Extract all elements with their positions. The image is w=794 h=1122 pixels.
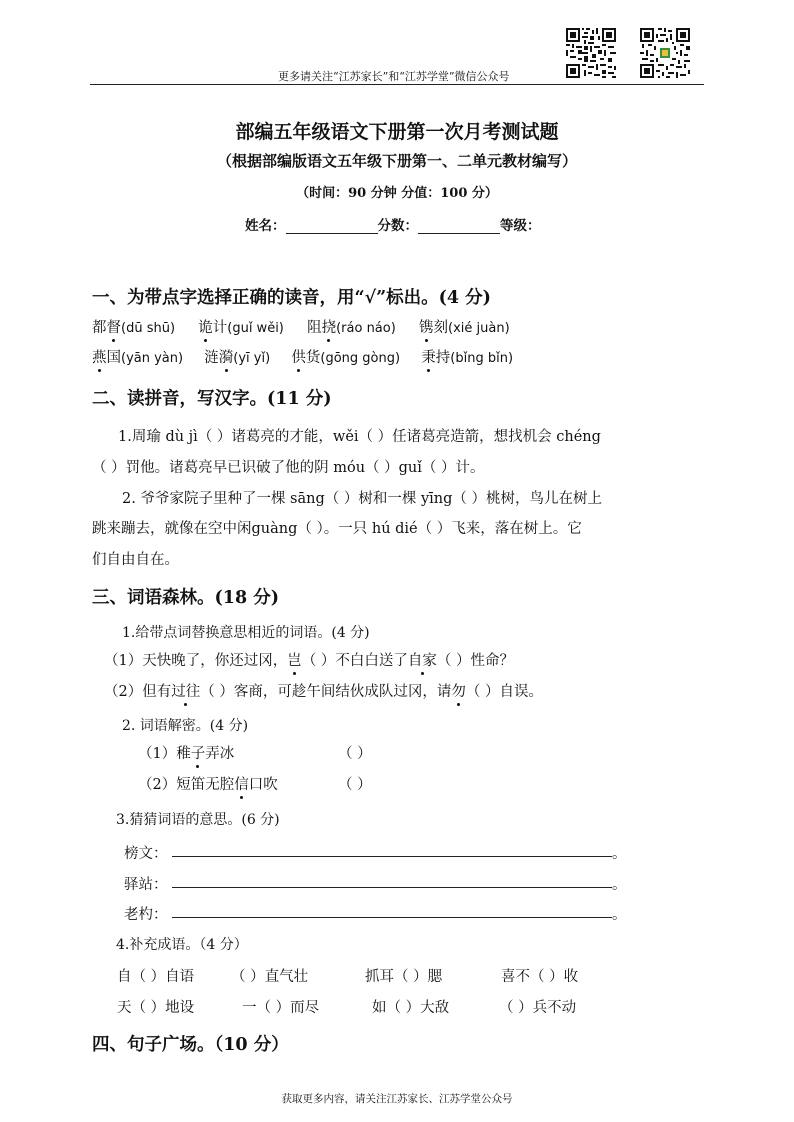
section-2-heading: 二、读拼音，写汉字。(11 分) xyxy=(92,389,332,409)
idiom-5[interactable]: 天（ ）地设 xyxy=(117,1000,195,1016)
qr-code-jiangsu-xuetang xyxy=(640,28,690,78)
s3-q3-end-3: 。 xyxy=(612,907,627,923)
dotted-word: 勿 xyxy=(451,680,466,701)
idiom-1[interactable]: 自（ ）自语 xyxy=(117,969,195,985)
s3-q3-answer-line-2[interactable] xyxy=(172,887,612,888)
s1-row-1: 都督(dū shū) 诡计(guǐ wěi) 阻挠(ráo náo) 镌刻(xié juàn) xyxy=(92,316,510,337)
pinyin-options[interactable]: (gōng gòng) xyxy=(320,351,401,366)
idiom-8[interactable]: （ ）兵不动 xyxy=(499,1000,577,1016)
dotted-word: 岂 xyxy=(287,649,302,670)
idiom-6[interactable]: 一（ ）而尽 xyxy=(242,1000,320,1016)
idiom-3[interactable]: 抓耳（ ）腮 xyxy=(365,969,443,985)
s3-q3-end-1: 。 xyxy=(612,846,627,862)
dotted-char: 燕 xyxy=(92,346,107,367)
dotted-char: 镌 xyxy=(419,316,434,337)
header-notice: 更多请关注“江苏家长”和“江苏学堂”微信公众号 xyxy=(278,70,510,83)
pinyin-options[interactable]: (guǐ wěi) xyxy=(227,321,284,336)
header-divider xyxy=(90,84,704,85)
qr-code-jiangsu-jiazhang xyxy=(566,28,616,78)
s3-q1-line-1: （1）天快晚了，你还过冈，岂（ ）不白白送了自家（ ）性命？ xyxy=(104,649,514,670)
dotted-word: 过往 xyxy=(171,680,200,701)
s3-q3-label-3: 老杓： xyxy=(124,907,168,923)
s2-line-5: 们自由自在。 xyxy=(92,552,179,568)
s3-q3-answer-line-3[interactable] xyxy=(172,917,612,918)
s2-line-2: （ ）罚他。诸葛亮早已识破了他的阴 móu（ ）guǐ（ ）计。 xyxy=(92,460,485,476)
s3-q1-line-2: （2）但有过往（ ）客商，可趁午间结伙成队过冈，请勿（ ）自误。 xyxy=(104,680,543,701)
dotted-char: 供 xyxy=(291,346,306,367)
s2-line-3: 2. 爷爷家院子里种了一棵 sāng（ ）树和一棵 yīng（ ）桃树，鸟儿在树上 xyxy=(122,491,603,507)
exam-time-score: （时间：90 分钟 分值：100 分） xyxy=(296,186,498,201)
pinyin-options[interactable]: (bǐng bǐn) xyxy=(450,351,514,366)
section-4-heading: 四、句子广场。（10 分） xyxy=(92,1035,289,1055)
s3-q3-label-2: 驿站： xyxy=(124,877,168,893)
s3-q3-label-1: 榜文： xyxy=(124,846,168,862)
score-blank[interactable] xyxy=(418,233,500,234)
dotted-word: 自家 xyxy=(408,649,437,670)
s2-line-4: 跳来蹦去，就像在空中闲guàng（ ）。一只 hú dié（ ）飞来，落在树上。它 xyxy=(92,521,582,537)
dotted-char: 督 xyxy=(107,316,122,337)
dotted-char: 秉 xyxy=(421,346,436,367)
pinyin-options[interactable]: (yī yǐ) xyxy=(233,351,271,366)
s3-q2-line-1: （1）稚子弄冰 xyxy=(138,742,234,763)
s2-line-1: 1.周瑜 dù jì（ ）诸葛亮的才能，wěi（ ）任诸葛亮造箭，想找机会 chéng xyxy=(118,429,601,445)
s3-q3-end-2: 。 xyxy=(612,877,627,893)
s3-q1-prompt: 1.给带点词替换意思相近的词语。(4 分) xyxy=(122,625,370,641)
name-blank[interactable] xyxy=(286,233,378,234)
s3-q3-answer-line-1[interactable] xyxy=(172,856,612,857)
grade-label: 等级： xyxy=(500,218,541,234)
s3-q2-line-2: （2）短笛无腔信口吹 xyxy=(138,773,278,794)
dotted-char: 诡 xyxy=(198,316,213,337)
s3-q2-answer-1[interactable]: （ ） xyxy=(338,746,372,762)
dotted-char: 子 xyxy=(191,742,206,763)
pinyin-options[interactable]: (xié juàn) xyxy=(448,321,510,336)
idiom-7[interactable]: 如（ ）大敌 xyxy=(372,1000,450,1016)
dotted-char: 挠 xyxy=(322,316,337,337)
s3-q2-prompt: 2. 词语解密。(4 分) xyxy=(122,718,249,734)
s3-q3-prompt: 3.猜猜词语的意思。(6 分) xyxy=(116,812,280,828)
exam-title: 部编五年级语文下册第一次月考测试题 xyxy=(235,121,559,143)
idiom-2[interactable]: （ ）直气壮 xyxy=(231,969,309,985)
dotted-char: 漪 xyxy=(219,346,234,367)
student-info xyxy=(245,214,541,234)
pinyin-options[interactable]: (yān yàn) xyxy=(121,351,184,366)
s1-row-2: 燕国(yān yàn) 涟漪(yī yǐ) 供货(gōng gòng) 秉持(bǐng bǐn) xyxy=(92,346,513,367)
pinyin-options[interactable]: (dū shū) xyxy=(121,321,176,336)
score-label: 分数： xyxy=(377,218,418,234)
section-3-heading: 三、词语森林。(18 分) xyxy=(92,588,280,608)
section-1-heading: 一、为带点字选择正确的读音，用“√”标出。(4 分) xyxy=(92,288,491,308)
footer-notice: 获取更多内容，请关注江苏家长、江苏学堂公众号 xyxy=(281,1093,513,1105)
idiom-4[interactable]: 喜不（ ）收 xyxy=(501,969,579,985)
pinyin-options[interactable]: (ráo náo) xyxy=(336,321,396,336)
dotted-char: 信 xyxy=(234,773,249,794)
name-label: 姓名： xyxy=(245,218,286,234)
exam-subtitle: （根据部编版语文五年级下册第一、二单元教材编写） xyxy=(216,152,577,170)
s3-q4-prompt: 4.补充成语。（4 分） xyxy=(116,937,248,953)
s3-q2-answer-2[interactable]: （ ） xyxy=(338,777,372,793)
